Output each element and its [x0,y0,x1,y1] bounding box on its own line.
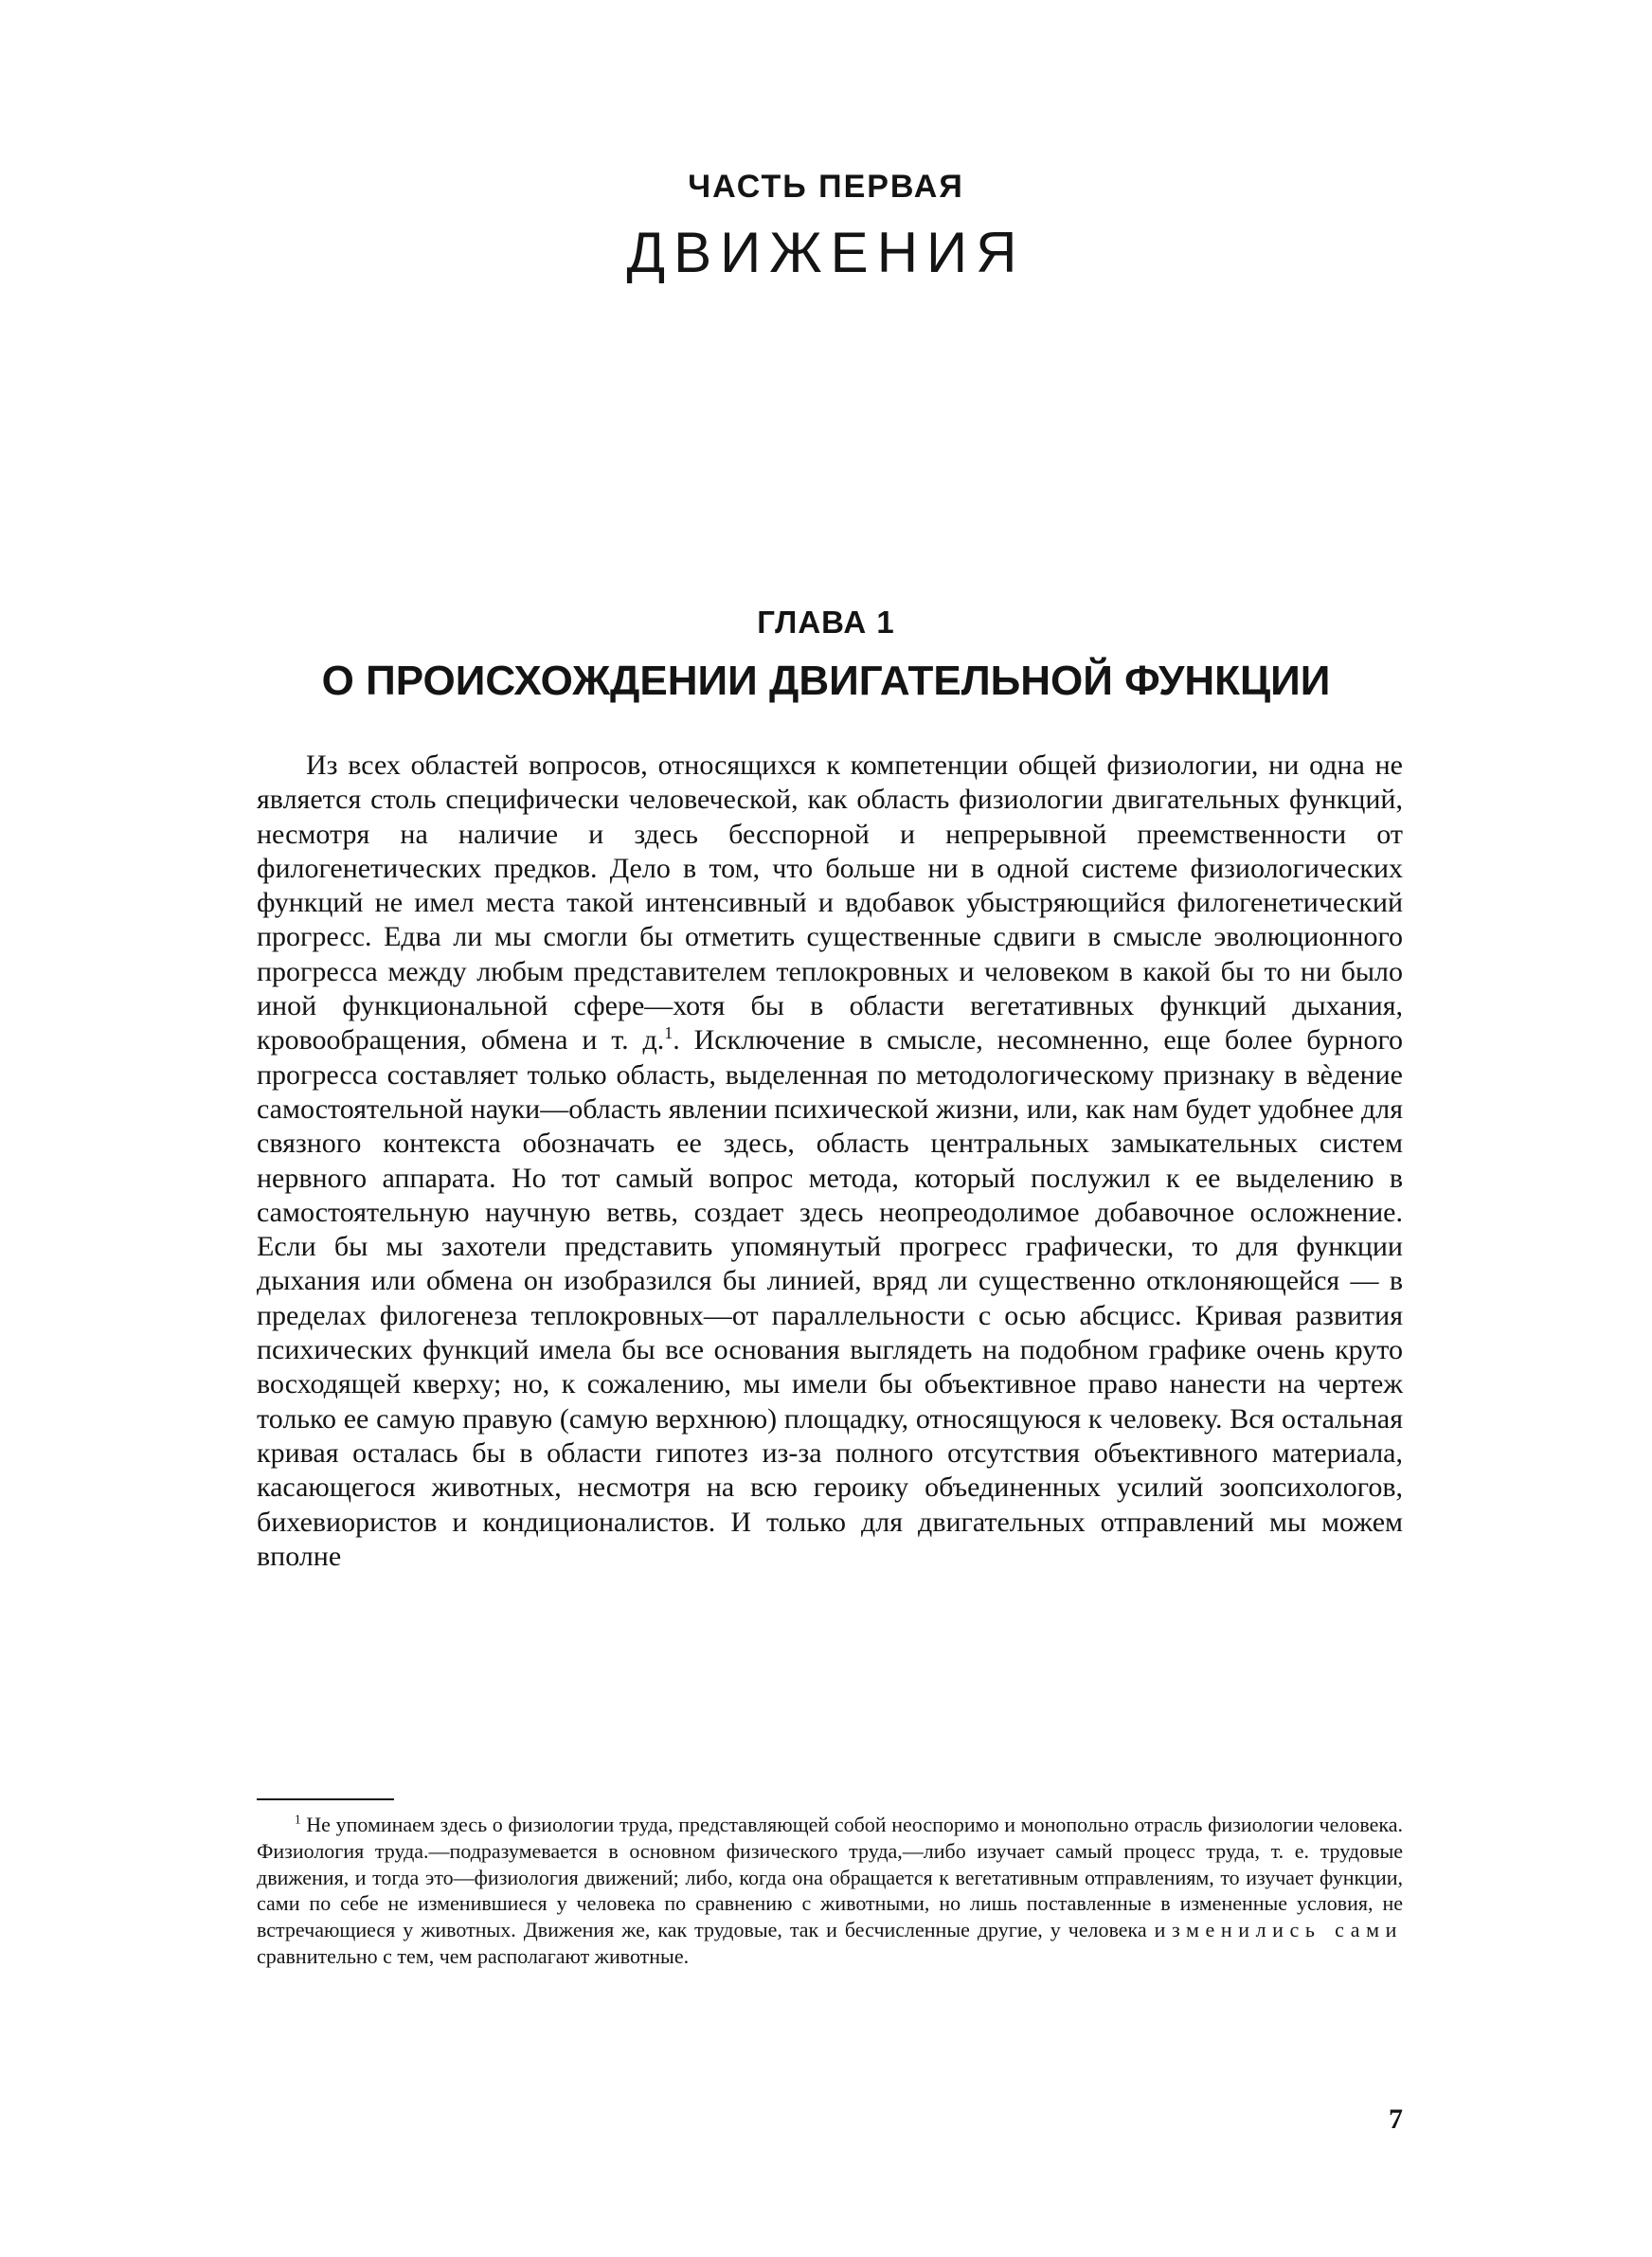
footnote-text-part-2: сравнительно с тем, чем располагают животные. [257,1943,690,1968]
footnote [257,1812,1403,1970]
footnote-emphasis: изменились сами [1154,1918,1403,1942]
chapter-label: ГЛАВА 1 [757,605,895,640]
part-label: ЧАСТЬ ПЕРВАЯ [688,169,964,205]
footnote-divider [257,1798,394,1800]
part-title: ДВИЖЕНИЯ [626,221,1026,284]
footnote-marker: 1 [295,1812,301,1827]
page-number: 7 [1389,2104,1403,2135]
footnote-text-part-1: Не упоминаем здесь о физиологии труда, представляющей собой неоспоримо и монопольно отрасль физиологии человека. Физиология труда.—подразумевается в основном физического труда,—либо изучает самый процесс труда, т. е. трудовые движения, и тогда это—физиология движений; либо, когда она обращается к вегетативным отправлениям, то изучает функции, сами по себе не изменившиеся у человека по сравнению с животными, но лишь поставленные в измененные условия, не встречающиеся у животных. Движения же, как трудовые, так и бесчисленные другие, у человека [257,1813,1403,1942]
body-text-part-1: Из всех областей вопросов, относящихся к компетенции общей физиологии, ни одна не является столь специфически человеческой, как область физиологии двигательных функций, несмотря на наличие и здесь бесспорной и непрерывной преемственности от филогенетических предков. Дело в том, что больше ни в одной системе физиологических функций не имел места такой интенсивный и вдобавок убыстряющийся филогенетический прогресс. Едва ли мы смогли бы отметить существенные сдвиги в смысле эволюционного прогресса между любым представителем теплокровных и человеком в какой бы то ни было иной функциональной сфере—хотя бы в области вегетативных функций дыхания, кровообращения, обмена и т. д. [257,749,1403,1056]
body-text-part-2: . Исключение в смысле, несомненно, еще более бурного прогресса составляет только область, выделенная по методологическому признаку в вѐдение самостоятельной науки—область явлении психической жизни, или, как нам будет удобнее для связного контекста обозначать ее здесь, область центральных замыкательных систем нервного аппарата. Но тот самый вопрос метода, который послужил к ее выделению в самостоятельную научную ветвь, создает здесь неопреодолимое добавочное осложнение. Если бы мы захотели представить упомянутый прогресс графически, то для функции дыхания или обмена он изобразился бы линией, вряд ли существенно отклоняющейся — в пределах филогенеза теплокровных—от параллельности с осью абсцисс. Кривая развития психических функций имела бы все основания выглядеть на подобном графике очень круто восходящей кверху; но, к сожалению, мы имели бы объективное право нанести на чертеж только ее самую правую (самую верхнюю) площадку, относящуюся к человеку. Вся остальная кривая осталась бы в области гипотез из-за полного отсутствия объективного материала, касающегося животных, несмотря на всю героику объединенных усилий зоопсихологов, бихевиористов и кондиционалистов. И только для двигательных отправлений мы можем вполне [257,1024,1403,1572]
chapter-title: О ПРОИСХОЖДЕНИИ ДВИГАТЕЛЬНОЙ ФУНКЦИИ [321,658,1331,704]
footnote-reference: 1 [664,1023,673,1043]
body-paragraph [257,749,1403,1574]
